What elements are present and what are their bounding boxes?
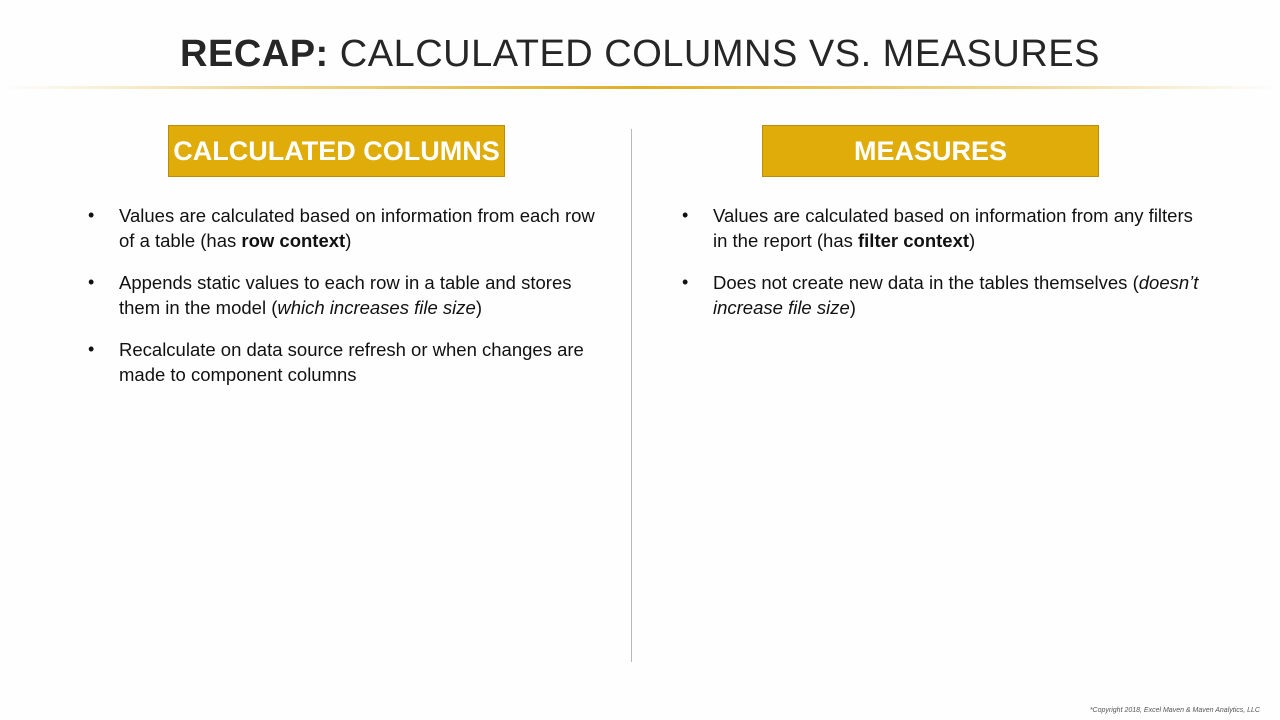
- calculated-columns-list: [88, 203, 608, 404]
- bullet-icon: •: [682, 272, 689, 292]
- bullet-icon: •: [88, 205, 95, 225]
- slide-title-rest: CALCULATED COLUMNS VS. MEASURES: [328, 33, 1100, 75]
- slide-title-bold: RECAP:: [180, 33, 329, 75]
- list-item: • Appends static values to each row in a table and stores them in the model (which increases file size): [88, 272, 572, 318]
- measures-header-label: MEASURES: [853, 135, 1008, 166]
- list-item: • Does not create new data in the tables themselves (doesn’t increase file size): [682, 272, 1199, 318]
- bullet-icon: •: [88, 272, 95, 292]
- bullet-icon: •: [88, 339, 95, 359]
- calculated-columns-header: [168, 125, 505, 177]
- measures-header: [762, 125, 1099, 177]
- list-item: • Values are calculated based on information from each row of a table (has row context): [88, 205, 595, 251]
- slide-title: [0, 33, 1280, 76]
- calculated-columns-header-label: CALCULATED COLUMNS: [173, 135, 500, 166]
- measures-list: [682, 203, 1202, 337]
- title-underline: [0, 86, 1280, 89]
- copyright-footer: *Copyright 2018, Excel Maven & Maven Analytics, LLC: [1089, 707, 1260, 714]
- column-divider: [631, 129, 632, 662]
- list-item: • Values are calculated based on information from any filters in the report (has filter context): [682, 205, 1193, 251]
- bullet-icon: •: [682, 205, 689, 225]
- list-item: • Recalculate on data source refresh or when changes are made to component columns: [88, 339, 584, 385]
